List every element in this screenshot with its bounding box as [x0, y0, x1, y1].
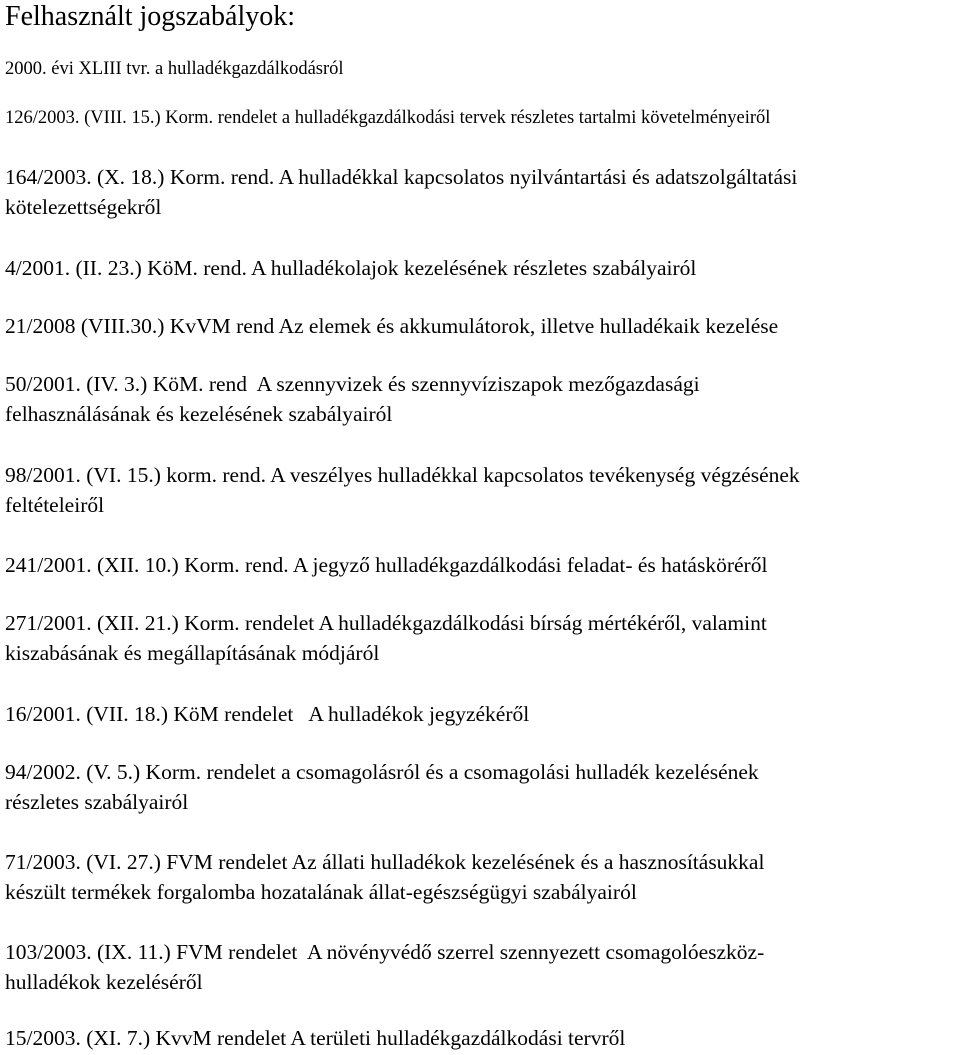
law-entry-line: 126/2003. (VIII. 15.) Korm. rendelet a hulladékgazdálkodási tervek részletes tartalmi követelményeiről	[5, 108, 771, 128]
law-entry	[5, 56, 955, 82]
law-entry	[5, 757, 955, 817]
law-entry-line: 98/2001. (VI. 15.) korm. rend. A veszélyes hulladékkal kapcsolatos tevékenység végzésének	[5, 463, 800, 487]
law-entry-line: felhasználásának és kezelésének szabályairól	[5, 402, 393, 426]
law-entry	[5, 162, 955, 222]
law-entry-line: hulladékok kezeléséről	[5, 970, 203, 994]
law-entry	[5, 105, 955, 131]
law-entry	[5, 847, 955, 907]
law-entry-line: feltételeiről	[5, 493, 105, 517]
law-entry	[5, 253, 955, 283]
page-title: Felhasznált jogszabályok:	[5, 1, 296, 32]
law-entry	[5, 937, 955, 997]
law-entry-line: 271/2001. (XII. 21.) Korm. rendelet A hulladékgazdálkodási bírság mértékéről, valamint	[5, 611, 767, 635]
law-entry-line: 241/2001. (XII. 10.) Korm. rend. A jegyző hulladékgazdálkodási feladat- és hatásköréről	[5, 553, 768, 577]
law-entry-line: 71/2003. (VI. 27.) FVM rendelet Az állati hulladékok kezelésének és a hasznosításukkal	[5, 850, 765, 874]
law-entry-line: kiszabásának és megállapításának módjáról	[5, 641, 380, 665]
law-entry	[5, 1023, 955, 1053]
law-entry-line: 15/2003. (XI. 7.) KvvM rendelet A területi hulladékgazdálkodási tervről	[5, 1026, 626, 1050]
law-entry-line: 164/2003. (X. 18.) Korm. rend. A hulladékkal kapcsolatos nyilvántartási és adatszolgáltatási	[5, 165, 798, 189]
law-entry	[5, 369, 955, 429]
law-entry-line: 50/2001. (IV. 3.) KöM. rend A szennyvizek és szennyvíziszapok mezőgazdasági	[5, 372, 700, 396]
law-entry-line: 16/2001. (VII. 18.) KöM rendelet A hulladékok jegyzékéről	[5, 702, 530, 726]
law-entry	[5, 699, 955, 729]
law-entry-line: 103/2003. (IX. 11.) FVM rendelet A növényvédő szerrel szennyezett csomagolóeszköz-	[5, 940, 765, 964]
law-entry-line: kötelezettségekről	[5, 195, 162, 219]
law-entry	[5, 311, 955, 341]
law-entry-line: 4/2001. (II. 23.) KöM. rend. A hulladékolajok kezelésének részletes szabályairól	[5, 256, 697, 280]
law-entry	[5, 550, 955, 580]
law-entry-line: részletes szabályairól	[5, 790, 189, 814]
law-entry-line: 21/2008 (VIII.30.) KvVM rend Az elemek és akkumulátorok, illetve hulladékaik kezelése	[5, 314, 779, 338]
law-entry	[5, 460, 955, 520]
law-entry-line: készült termékek forgalomba hozatalának állat-egészségügyi szabályairól	[5, 880, 637, 904]
law-entry-line: 2000. évi XLIII tvr. a hulladékgazdálkodásról	[5, 59, 344, 79]
law-entry	[5, 608, 955, 668]
law-entry-line: 94/2002. (V. 5.) Korm. rendelet a csomagolásról és a csomagolási hulladék kezelésének	[5, 760, 759, 784]
